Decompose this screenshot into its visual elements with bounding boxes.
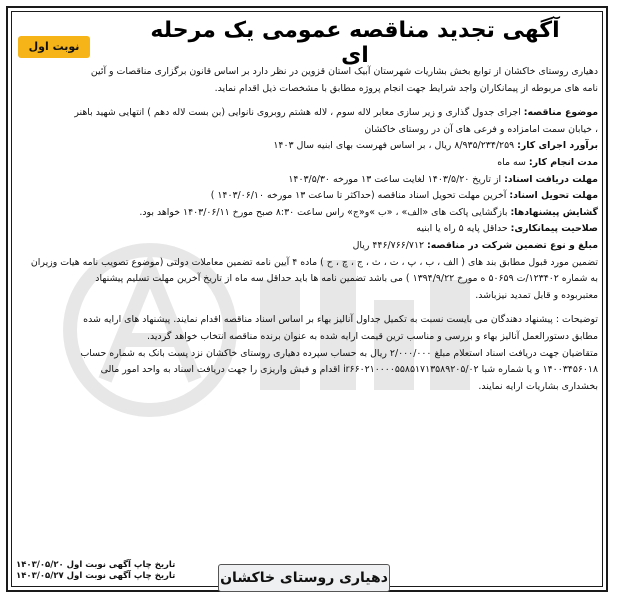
receive-deadline-value: از تاریخ ۱۴۰۳/۵/۲۰ لغایت ساعت ۱۳ مورخه ۱۴۰۳/۵/۳۰ — [288, 173, 505, 185]
duration-value: سه ماه — [497, 156, 529, 168]
estimate-value: ۸/۹۳۵/۲۳۴/۲۵۹ ریال ، بر اساس فهرست بهای ابنیه سال ۱۴۰۳ — [273, 140, 518, 152]
intro-line-1: دهیاری روستای خاکشان از توابع بخش بشاریات شهرستان آبیک استان قزوین در نظر دارد بر اساس قانون برگزاری مناقصات و آئین — [90, 66, 598, 77]
guarantee-value: ۴۴۶/۷۶۶/۷۱۲ ریال — [352, 239, 428, 251]
guarantee-detail-2: به شماره ۱۲۳۴۰۲/ت ۵۰۶۵۹ ه مورخ ۱۳۹۴/۹/۲۲ ) می باشد تضمین نامه ها باید حداقل سه ماه از تاریخ آخرین مهلت تسلیم پیشنهاد — [95, 273, 598, 285]
print-date-1: تاریخ چاپ آگهی نوبت اول ۱۴۰۳/۰۵/۲۰ — [16, 560, 176, 570]
notice-title: آگهی تجدید مناقصه عمومی یک مرحله ای — [150, 18, 560, 68]
guarantee-detail-3: معتبربوده و قابل تمدید نیزباشد. — [475, 289, 598, 301]
guarantee-detail-1: تضمین مورد قبول مطابق بند های ( الف ، ب ، پ ، ت ، ث ، ج ، چ ، ح ) ماده ۴ آیین نامه تضمین معاملات دولتی (موضوع تصویب نامه هیات وزیران — [30, 256, 598, 268]
qualification-line — [16, 221, 598, 238]
subject-line — [16, 105, 598, 122]
receive-deadline-label: مهلت دریافت اسناد: — [504, 173, 598, 185]
notes-line-2: مطابق دستورالعمل آنالیز بهاء و بررسی و مناسب ترین قیمت ارایه شده به عنوان برنده مناقصه انتخاب خواهد گردید. — [147, 330, 598, 342]
delivery-deadline-line — [16, 188, 598, 205]
opening-label: گشایش پیشنهادها: — [510, 206, 598, 218]
signature-box: دهیاری روستای خاکشان — [218, 564, 390, 592]
delivery-deadline-label: مهلت تحویل اسناد: — [509, 190, 598, 202]
receive-deadline-line — [16, 172, 598, 189]
subject-label: موضوع مناقصه: — [523, 107, 598, 119]
guarantee-label: مبلغ و نوع تضمین شرکت در مناقصه: — [427, 239, 598, 251]
estimate-line — [16, 138, 598, 155]
notes-line-3: متقاضیان جهت دریافت اسناد استعلام مبلغ ۲/۰۰۰/۰۰۰ ریال به حساب سپرده دهیاری روستای خاکشان نزد پست بانک به شماره حساب — [80, 347, 598, 359]
opening-value: بازگشایی پاکت های «الف» ، «ب »و«ج» راس ساعت ۸:۳۰ صبح مورخ ۱۴۰۳/۰۶/۱۱ خواهد بود. — [139, 206, 511, 218]
notes-line-1: توضیحات : پیشنهاد دهندگان می بایست نسبت به تکمیل جداول آنالیز بهاء بر اساس اسناد مناقصه اقدام نمایند. پیشنهاد های ارایه شده — [83, 314, 598, 326]
notice-body — [16, 64, 598, 395]
guarantee-line — [16, 238, 598, 255]
qualification-label: صلاحیت پیمانکاری: — [510, 223, 598, 235]
delivery-deadline-value: آخرین مهلت تحویل اسناد مناقصه (حداکثر تا ساعت ۱۳ مورخه ۱۴۰۳/۰۶/۱۰ ) — [210, 190, 510, 202]
notes-line-4: ۱۴۰۰۳۴۵۶۰۱۸ و یا شماره شبا ir۶۶۰۲۱۰۰۰۰۵۵۸۵۱۷۱۳۵۸۹۲۰۵/۰۲ اقدام و فیش واریزی را جهت دریافت اسناد به واحد امور مالی — [100, 364, 598, 376]
print-date-2: تاریخ چاپ آگهی نوبت اول ۱۴۰۳/۰۵/۲۷ — [16, 571, 176, 581]
duration-line — [16, 155, 598, 172]
print-dates — [16, 560, 175, 582]
estimate-label: برآورد اجرای کار: — [517, 140, 598, 152]
subject-line-2: ، خیابان سمت امامزاده و فرعی های آن در روستای خاکشان — [364, 123, 598, 135]
qualification-value: حداقل پایه ۵ راه یا ابنیه — [416, 223, 511, 235]
duration-label: مدت انجام کار: — [528, 156, 598, 168]
notes-line-5: بخشداری بشاریات ارایه نمایند. — [478, 380, 598, 392]
subject-text: اجرای جدول گذاری و زیر سازی معابر لاله سوم ، لاله هشتم روبروی نانوایی (بن بست لاله دهم ) انتهایی شهید باهنر — [74, 107, 524, 119]
round-badge: نوبت اول — [18, 36, 90, 58]
intro-line-2: نامه های مربوطه از پیمانکاران واجد شرایط جهت انجام پروژه مطابق با مشخصات ذیل اقدام نماید. — [214, 82, 598, 94]
opening-line — [16, 205, 598, 222]
